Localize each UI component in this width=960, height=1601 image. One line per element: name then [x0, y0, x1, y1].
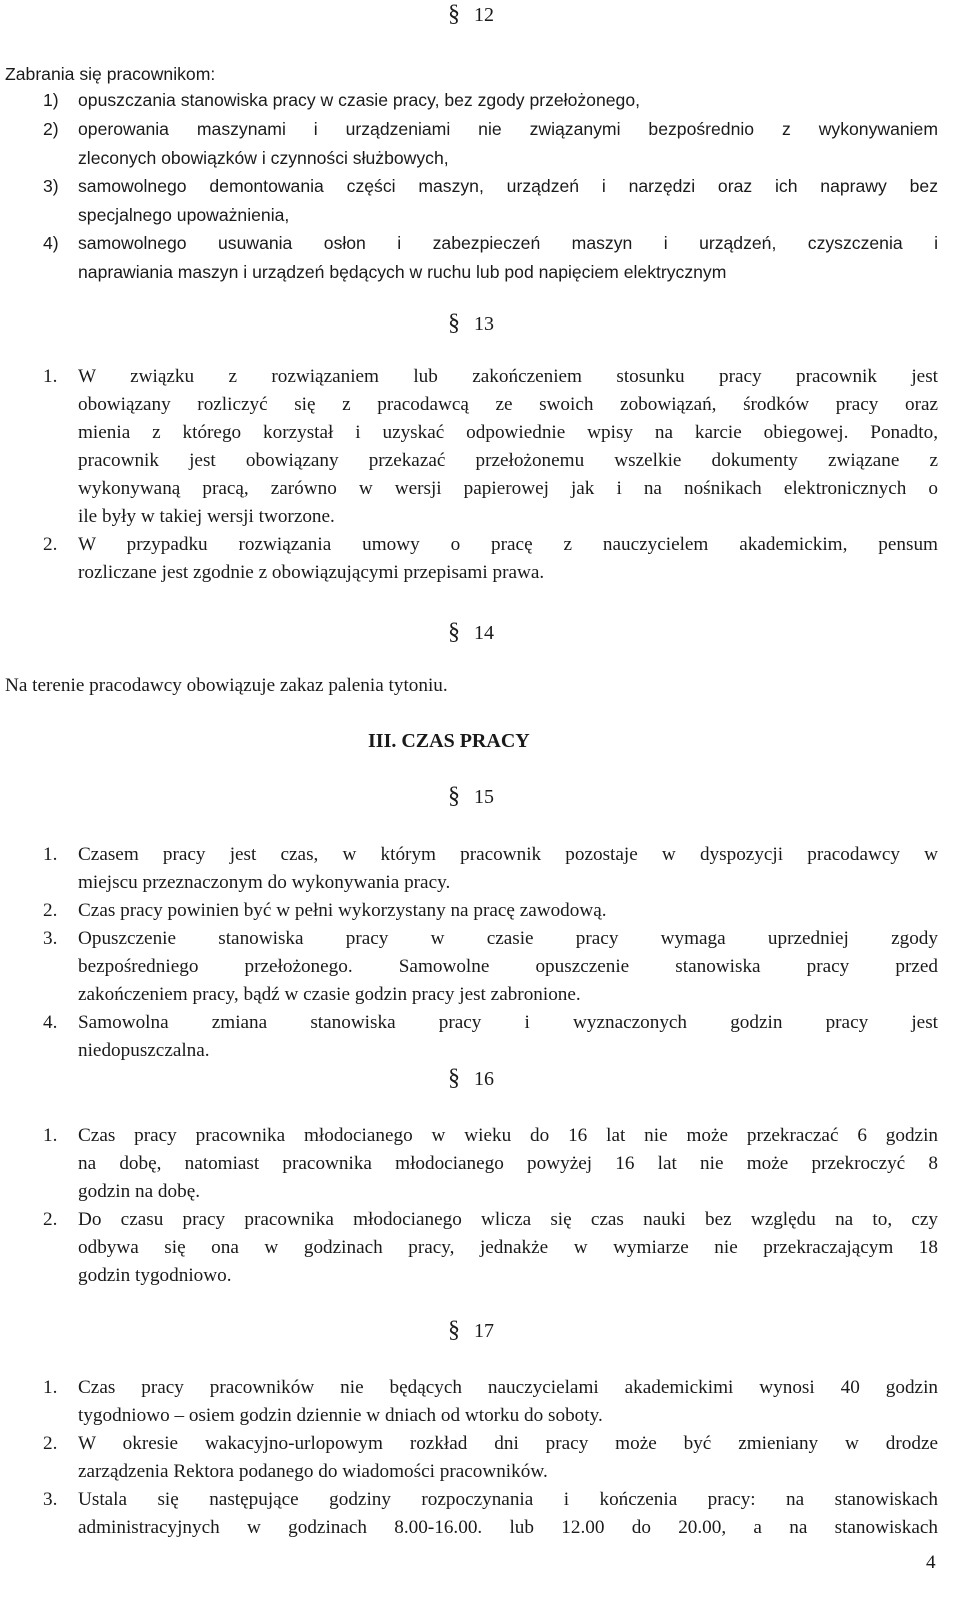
paragraph-line: W przypadku rozwiązania umowy o pracę z nauczycielem akademickim, pensum [78, 534, 938, 555]
chapter-numeral: III. [368, 730, 397, 752]
list-item-line: samowolnego demontowania części maszyn, urządzeń i narzędzi oraz ich naprawy bez [78, 176, 938, 196]
section-heading-12: § 12 [448, 1, 494, 27]
paragraph-line: Opuszczenie stanowiska pracy w czasie pracy wymaga uprzedniej zgody [78, 928, 938, 949]
section-sign: § [448, 1, 460, 27]
list-marker: 3. [43, 928, 58, 949]
list-marker: 2. [43, 534, 58, 555]
list-marker: 2. [43, 900, 58, 921]
list-marker: 1. [43, 366, 58, 387]
list-marker: 1. [43, 1125, 58, 1146]
list-marker: 4. [43, 1012, 58, 1033]
paragraph-line: godzin tygodniowo. [78, 1265, 232, 1286]
section-14-text: Na terenie pracodawcy obowiązuje zakaz palenia tytoniu. [5, 675, 448, 696]
paragraph-line: Ustala się następujące godziny rozpoczynania i kończenia pracy: na stanowiskach [78, 1489, 938, 1510]
list-item-line: specjalnego upoważnienia, [78, 205, 290, 225]
section-sign: § [448, 619, 460, 645]
section-heading-16: § 16 [448, 1065, 494, 1091]
list-item-line: opuszczania stanowiska pracy w czasie pracy, bez zgody przełożonego, [78, 90, 640, 110]
section-heading-13: § 13 [448, 310, 494, 336]
paragraph-line: obowiązany rozliczyć się z pracodawcą ze swoich zobowiązań, środków pracy oraz [78, 394, 938, 415]
paragraph-line: mienia z którego korzystał i uzyskać odpowiednie wpisy na karcie obiegowej. Ponadto, [78, 422, 938, 443]
section-12-intro: Zabrania się pracownikom: [5, 64, 216, 84]
chapter-title: CZAS PRACY [401, 730, 530, 752]
paragraph-line: wykonywaną pracą, zarówno w wersji papierowej jak i na nośnikach elektronicznych o [78, 478, 938, 499]
list-marker: 2. [43, 1209, 58, 1230]
list-marker: 1. [43, 844, 58, 865]
list-marker: 2) [43, 119, 59, 139]
paragraph-line: administracyjnych w godzinach 8.00-16.00. lub 12.00 do 20.00, a na stanowiskach [78, 1517, 938, 1538]
paragraph-line: W związku z rozwiązaniem lub zakończeniem stosunku pracy pracownik jest [78, 366, 938, 387]
paragraph-line: Czasem pracy jest czas, w którym pracownik pozostaje w dyspozycji pracodawcy w [78, 844, 938, 865]
list-item-line: zleconych obowiązków i czynności służbowych, [78, 148, 449, 168]
section-heading-15: § 15 [448, 783, 494, 809]
paragraph-line: pracownik jest obowiązany przekazać przełożonemu wszelkie dokumenty związane z [78, 450, 938, 471]
chapter-heading [368, 729, 530, 753]
paragraph-line: miejscu przeznaczonym do wykonywania pracy. [78, 872, 451, 893]
section-heading-17: § 17 [448, 1317, 494, 1343]
section-sign: § [448, 310, 460, 336]
paragraph-line: Czas pracy pracownika młodocianego w wieku do 16 lat nie może przekraczać 6 godzin [78, 1125, 938, 1146]
list-marker: 3. [43, 1489, 58, 1510]
paragraph-line: zarządzenia Rektora podanego do wiadomości pracowników. [78, 1461, 548, 1482]
section-sign: § [448, 783, 460, 809]
paragraph-line: odbywa się ona w godzinach pracy, jednakże w wymiarze nie przekraczającym 18 [78, 1237, 938, 1258]
paragraph-line: niedopuszczalna. [78, 1040, 210, 1061]
paragraph-line: Czas pracy pracowników nie będących nauczycielami akademickimi wynosi 40 godzin [78, 1377, 938, 1398]
list-marker: 2. [43, 1433, 58, 1454]
paragraph-line: ile były w takiej wersji tworzone. [78, 506, 335, 527]
list-marker: 1. [43, 1377, 58, 1398]
page-number: 4 [926, 1552, 936, 1573]
list-marker: 3) [43, 176, 59, 196]
paragraph-line: tygodniowo – osiem godzin dziennie w dniach od wtorku do soboty. [78, 1405, 603, 1426]
paragraph-line: Czas pracy powinien być w pełni wykorzystany na pracę zawodową. [78, 900, 607, 921]
paragraph-line: rozliczane jest zgodnie z obowiązującymi przepisami prawa. [78, 562, 545, 583]
list-item-line: naprawiania maszyn i urządzeń będących w ruchu lub pod napięciem elektrycznym [78, 262, 727, 282]
section-sign: § [448, 1065, 460, 1091]
paragraph-line: Samowolna zmiana stanowiska pracy i wyznaczonych godzin pracy jest [78, 1012, 938, 1033]
list-item-line: samowolnego usuwania osłon i zabezpieczeń maszyn i urządzeń, czyszczenia i [78, 233, 938, 253]
paragraph-line: zakończeniem pracy, bądź w czasie godzin pracy jest zabronione. [78, 984, 581, 1005]
list-item-line: operowania maszynami i urządzeniami nie związanymi bezpośrednio z wykonywaniem [78, 119, 938, 139]
paragraph-line: godzin na dobę. [78, 1181, 201, 1202]
list-marker: 4) [43, 233, 59, 253]
section-heading-14: § 14 [448, 619, 494, 645]
list-marker: 1) [43, 90, 59, 110]
paragraph-line: na dobę, natomiast pracownika młodocianego powyżej 16 lat nie może przekroczyć 8 [78, 1153, 938, 1174]
paragraph-line: Do czasu pracy pracownika młodocianego wlicza się czas nauki bez względu na to, czy [78, 1209, 938, 1230]
paragraph-line: bezpośredniego przełożonego. Samowolne opuszczenie stanowiska pracy przed [78, 956, 938, 977]
paragraph-line: W okresie wakacyjno-urlopowym rozkład dni pracy może być zmieniany w drodze [78, 1433, 938, 1454]
section-sign: § [448, 1317, 460, 1343]
